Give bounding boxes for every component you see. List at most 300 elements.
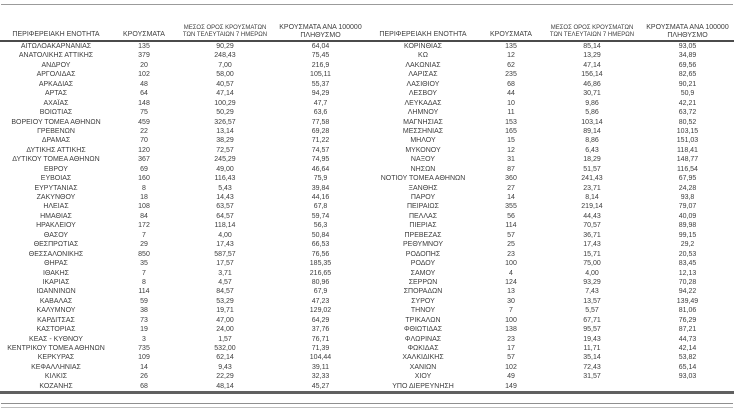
region-name: ΛΕΣΒΟΥ [408,90,438,98]
region-name: ΗΛΕΙΑΣ [43,203,69,211]
table-row [367,287,734,296]
cases-value: 64 [140,90,148,98]
region-name: ΚΑΡΔΙΤΣΑΣ [37,316,75,324]
table-row [0,70,367,79]
cases-value: 27 [507,184,515,192]
per-100k-value: 129,02 [309,307,332,315]
avg-7day-value: 11,71 [583,345,601,352]
region-name: ΜΥΚΟΝΟΥ [405,146,441,154]
table-row [367,127,734,136]
region-name: ΑΝΑΤΟΛΙΚΗΣ ΑΤΤΙΚΗΣ [18,52,94,60]
table-row [367,372,734,381]
region-name: ΤΗΝΟΥ [410,307,436,315]
avg-7day-value: 51,57 [583,165,601,173]
table-row [367,335,734,344]
cases-value: 70 [140,137,148,145]
avg-7day-value: 9,43 [218,363,232,371]
avg-7day-value: 23,71 [583,184,601,192]
per-100k-value: 37,76 [311,326,330,334]
cases-value: 149 [505,382,517,390]
cases-value: 102 [505,363,517,371]
avg-7day-value: 30,71 [583,90,601,98]
table-row [0,250,367,259]
per-100k-value: 75,45 [311,52,330,60]
column-header-region: ΠΕΡΙΦΕΡΕΙΑΚΗ ΕΝΟΤΗΤΑ [12,31,100,38]
column-header-7day-average-line2: ΤΩΝ ΤΕΛΕΥΤΑΙΩΝ 7 ΗΜΕΡΩΝ [549,32,635,38]
avg-7day-value: 6,43 [585,146,599,154]
table-row [0,363,367,372]
per-100k-value: 139,49 [676,297,699,305]
cases-value: 84 [140,212,148,220]
region-name: ΔΥΤΙΚΗΣ ΑΤΤΙΚΗΣ [26,146,86,154]
avg-7day-value: 70,57 [583,222,601,230]
cases-value: 19 [140,326,148,334]
avg-7day-value: 67,71 [583,316,601,324]
cases-value: 379 [138,52,150,60]
per-100k-value: 80,52 [678,118,697,126]
region-name: ΜΑΓΝΗΣΙΑΣ [403,118,443,126]
per-100k-value: 185,35 [309,260,332,268]
table-row [0,212,367,221]
avg-7day-value: 85,14 [583,43,601,50]
table-row [367,174,734,183]
region-name: ΒΟΙΩΤΙΑΣ [39,109,73,117]
cases-value: 355 [505,203,517,211]
region-name: ΝΟΤΙΟΥ ΤΟΜΕΑ ΑΘΗΝΩΝ [380,175,466,183]
per-100k-value: 151,03 [676,137,699,145]
region-name: ΚΕΡΚΥΡΑΣ [37,354,75,362]
cases-value: 7 [509,307,513,315]
region-name: ΛΑΣΙΘΙΟΥ [406,80,440,88]
avg-7day-value: 14,43 [216,194,234,201]
table-row [367,165,734,174]
right-table [367,5,734,394]
cases-value: 15 [507,137,515,145]
table-row [0,353,367,362]
avg-7day-value: 64,57 [216,212,234,220]
per-100k-value: 80,96 [311,278,330,286]
avg-7day-value: 38,29 [216,137,234,145]
cases-value: 135 [505,43,517,50]
per-100k-value: 216,65 [309,269,332,277]
cases-value: 8 [142,278,146,286]
region-name: ΘΑΣΟΥ [43,231,69,239]
cases-value: 23 [507,250,515,258]
avg-7day-value: 100,29 [214,99,236,107]
cases-value: 235 [505,71,517,79]
table-row [0,51,367,60]
cases-value: 7 [142,231,146,239]
region-name: ΑΡΤΑΣ [44,90,68,98]
cases-value: 109 [138,354,150,362]
avg-7day-value: 24,00 [216,326,234,334]
cases-value: 31 [507,156,515,164]
region-name: ΔΡΑΜΑΣ [41,137,71,145]
per-100k-value: 77,58 [311,118,330,126]
table-row [0,259,367,268]
table-row [367,184,734,193]
cases-value: 124 [505,278,517,286]
avg-7day-value: 48,14 [216,382,234,390]
region-name: ΘΕΣΣΑΛΟΝΙΚΗΣ [28,250,84,258]
cases-value: 38 [140,307,148,315]
avg-7day-value: 103,14 [581,118,603,126]
region-name: ΔΥΤΙΚΟΥ ΤΟΜΕΑ ΑΘΗΝΩΝ [12,156,100,164]
per-100k-value: 50,84 [311,231,330,239]
table-row [367,89,734,98]
region-name: ΠΕΛΛΑΣ [408,212,438,220]
cases-value: 3 [142,335,146,343]
per-100k-value: 74,57 [311,146,330,154]
column-header-7day-average-line1: ΜΕΣΟΣ ΟΡΟΣ ΚΡΟΥΣΜΑΤΩΝ [183,25,267,31]
avg-7day-value: 58,00 [216,71,234,79]
region-name: ΣΑΜΟΥ [410,269,436,277]
column-header-region: ΠΕΡΙΦΕΡΕΙΑΚΗ ΕΝΟΤΗΤΑ [379,31,467,38]
avg-7day-value: 18,29 [583,156,601,164]
table-row [367,382,734,391]
table-row [0,372,367,381]
table-row [367,259,734,268]
per-100k-value: 148,77 [676,156,699,164]
table-row [367,108,734,117]
cases-value: 850 [138,250,150,258]
table-row [367,269,734,278]
table-row [0,42,367,51]
table-row [0,155,367,164]
avg-7day-value: 35,14 [583,354,601,362]
table-row [0,344,367,353]
region-name: ΑΧΑΪΑΣ [43,99,69,107]
table-row [0,221,367,230]
table-row [367,278,734,287]
table-row [367,61,734,70]
table-row [367,155,734,164]
per-100k-value: 59,74 [311,212,330,220]
avg-7day-value: 72,43 [583,363,601,371]
cases-value: 172 [138,222,150,230]
region-name: ΡΟΔΟΠΗΣ [405,250,441,258]
region-name: ΣΕΡΡΩΝ [408,278,438,286]
region-name: ΠΙΕΡΙΑΣ [409,222,437,230]
region-name: ΘΗΡΑΣ [44,260,68,268]
table-row [367,221,734,230]
region-name: ΘΕΣΠΡΩΤΙΑΣ [33,241,79,249]
table-row [0,61,367,70]
region-name: ΚΑΣΤΟΡΙΑΣ [36,326,76,334]
cases-value: 135 [138,43,150,50]
cases-value: 69 [140,165,148,173]
avg-7day-value: 62,14 [216,354,234,362]
avg-7day-value: 241,43 [581,175,603,183]
per-100k-value: 93,8 [680,194,695,201]
per-100k-value: 39,11 [312,363,329,371]
table-row [0,316,367,325]
region-name: ΚΑΒΑΛΑΣ [39,297,73,305]
region-name: ΠΕΙΡΑΙΩΣ [407,203,439,211]
cases-value: 35 [140,260,148,268]
table-row [0,325,367,334]
region-name: ΠΡΕΒΕΖΑΣ [404,231,442,239]
column-header-per-100k-line1: ΚΡΟΥΣΜΑΤΑ ΑΝΑ 100000 [279,24,362,31]
region-name: ΑΙΤΩΛΟΑΚΑΡΝΑΝΙΑΣ [20,43,92,50]
region-name: ΓΡΕΒΕΝΩΝ [37,127,75,135]
cases-value: 4 [509,269,513,277]
table-row [367,240,734,249]
region-name: ΡΟΔΟΥ [410,260,436,268]
table-row [0,269,367,278]
cases-value: 22 [140,127,148,135]
region-name: ΑΡΓΟΛΙΔΑΣ [36,71,76,79]
per-100k-value: 75,9 [313,175,328,183]
avg-7day-value: 49,00 [216,165,234,173]
cases-value: 48 [140,80,148,88]
table-row [0,287,367,296]
table-row [367,118,734,127]
avg-7day-value: 40,57 [216,80,234,88]
per-100k-value: 66,53 [311,241,330,249]
per-100k-value: 74,95 [311,156,330,164]
cases-value: 165 [505,127,517,135]
avg-7day-value: 9,86 [585,99,599,107]
cases-value: 735 [138,345,150,352]
table-row [0,127,367,136]
avg-7day-value: 17,57 [216,260,234,268]
avg-7day-value: 116,43 [214,175,236,183]
per-100k-value: 76,71 [311,335,330,343]
cases-value: 7 [142,269,146,277]
table-row [367,363,734,372]
per-100k-value: 65,14 [678,363,697,371]
table-row [0,108,367,117]
table-row [367,146,734,155]
region-name: ΛΑΚΩΝΙΑΣ [405,61,441,69]
per-100k-value: 216,9 [311,61,330,69]
per-100k-value: 32,33 [311,373,330,381]
per-100k-value [641,382,734,391]
cases-value: 57 [507,354,515,362]
cases-value: 114 [505,222,517,230]
avg-7day-value: 50,29 [216,109,234,117]
per-100k-value: 63,6 [313,109,328,117]
table-row [0,184,367,193]
avg-7day-value: 8,14 [585,194,599,201]
per-100k-value: 76,29 [678,316,697,324]
region-name: ΚΟΡΙΝΘΙΑΣ [404,43,442,50]
per-100k-value: 42,21 [678,99,697,107]
cases-value: 73 [140,316,148,324]
avg-7day-value: 47,00 [216,316,234,324]
per-100k-value: 20,53 [678,250,697,258]
right-table-header [367,5,734,42]
avg-7day-value: 4,00 [218,231,232,239]
avg-7day-value [543,382,641,391]
cases-value: 75 [140,109,148,117]
per-100k-value: 81,06 [678,307,697,315]
avg-7day-value: 89,14 [583,127,601,135]
avg-7day-value: 53,29 [216,297,234,305]
per-100k-value: 90,21 [678,80,697,88]
per-100k-value: 47,23 [311,297,330,305]
region-name: ΣΠΟΡΑΔΩΝ [403,288,443,296]
table-row [367,70,734,79]
per-100k-value: 103,15 [676,127,699,135]
per-100k-value: 24,28 [678,184,697,192]
region-name: ΚΕΑΣ - ΚΥΘΝΟΥ [29,335,83,343]
table-row [0,118,367,127]
per-100k-value: 44,73 [678,335,697,343]
avg-7day-value: 19,71 [216,307,234,315]
avg-7day-value: 7,43 [585,288,599,296]
cases-value: 8 [142,184,146,192]
region-name: ΦΩΚΙΔΑΣ [407,345,439,352]
column-header-7day-average-line2: ΤΩΝ ΤΕΛΕΥΤΑΙΩΝ 7 ΗΜΕΡΩΝ [182,32,268,38]
column-header-per-100k [641,24,734,40]
column-header-per-100k-line2: ΠΛΗΘΥΣΜΟ [300,31,341,39]
table-row [367,136,734,145]
avg-7day-value: 13,29 [583,52,601,60]
region-name: ΜΗΛΟΥ [410,137,436,145]
cases-value: 56 [507,212,515,220]
region-name: ΗΡΑΚΛΕΙΟΥ [36,222,76,230]
cases-value: 160 [138,175,150,183]
per-100k-value: 64,04 [311,43,330,50]
per-100k-value: 50,9 [680,90,695,98]
table-row [367,344,734,353]
per-100k-value: 83,45 [678,260,697,268]
avg-7day-value: 4,57 [218,278,232,286]
cases-value: 10 [507,99,515,107]
table-row [367,250,734,259]
cases-value: 148 [138,99,150,107]
table-row [0,80,367,89]
avg-7day-value: 8,86 [585,137,599,145]
cases-value: 367 [138,156,150,164]
region-name: ΒΟΡΕΙΟΥ ΤΟΜΕΑ ΑΘΗΝΩΝ [11,118,101,126]
left-table-header [0,5,367,42]
table-row [0,99,367,108]
avg-7day-value: 75,00 [583,260,601,268]
per-100k-value: 67,8 [313,203,328,211]
per-100k-value: 34,89 [678,52,697,60]
table-row [367,297,734,306]
region-name: ΧΙΟΥ [414,373,432,381]
table-row [0,240,367,249]
per-100k-value: 42,14 [678,345,697,352]
cases-value: 26 [140,373,148,381]
cases-value: 14 [140,363,148,371]
per-100k-value: 64,29 [311,316,330,324]
avg-7day-value: 13,57 [583,297,601,305]
right-table-body [367,42,734,394]
per-100k-value: 67,9 [313,288,328,296]
cases-value: 102 [138,71,150,79]
table-row [367,212,734,221]
per-100k-value: 45,27 [311,382,330,390]
avg-7day-value: 219,14 [581,203,603,211]
avg-7day-value: 22,29 [216,373,234,381]
region-name: ΙΩΑΝΝΙΝΩΝ [36,288,76,296]
region-name: ΥΠΟ ΔΙΕΡΕΥΝΗΣΗ [392,382,454,390]
per-100k-value: 104,44 [309,354,332,362]
avg-7day-value: 13,14 [216,127,234,135]
left-table [0,5,367,394]
column-header-per-100k [274,24,367,40]
avg-7day-value: 19,43 [583,335,601,343]
per-100k-value: 53,82 [678,354,697,362]
avg-7day-value: 63,57 [216,203,234,211]
cases-value: 13 [507,288,515,296]
per-100k-value: 105,11 [310,71,331,79]
cases-value: 29 [140,241,148,249]
region-name: ΕΥΒΟΙΑΣ [40,175,72,183]
cases-value: 30 [507,297,515,305]
region-name: ΕΒΡΟΥ [44,165,68,173]
region-name: ΙΚΑΡΙΑΣ [42,278,70,286]
table-row [0,231,367,240]
avg-7day-value: 93,29 [583,278,601,286]
cases-value: 44 [507,90,515,98]
cases-value: 62 [507,61,515,69]
region-name: ΡΕΘΥΜΝΟΥ [402,241,443,249]
region-name: ΚΙΛΚΙΣ [44,373,68,381]
region-name: ΑΝΔΡΟΥ [41,61,71,69]
cases-value: 49 [507,373,515,381]
cases-value: 87 [507,165,515,173]
region-name: ΝΑΞΟΥ [410,156,436,164]
table-row [0,146,367,155]
table-row [0,89,367,98]
cases-value: 100 [505,260,517,268]
avg-7day-value: 36,71 [583,231,601,239]
region-name: ΙΘΑΚΗΣ [43,269,69,277]
table-row [367,80,734,89]
per-100k-value: 69,28 [311,127,330,135]
avg-7day-value: 3,71 [218,269,232,277]
avg-7day-value: 31,57 [583,373,601,381]
avg-7day-value: 72,57 [216,146,234,154]
cases-value: 14 [507,194,515,201]
table-row [0,174,367,183]
per-100k-value: 46,64 [311,165,330,173]
per-100k-value: 40,09 [678,212,697,220]
avg-7day-value: 7,00 [218,61,232,69]
cases-value: 18 [140,194,148,201]
table-row [367,193,734,202]
per-100k-value: 70,28 [678,278,697,286]
cases-value: 120 [138,146,150,154]
region-name: ΞΑΝΘΗΣ [408,184,438,192]
avg-7day-value: 90,29 [216,43,234,50]
avg-7day-value: 44,43 [583,212,601,220]
avg-7day-value: 5,43 [218,184,232,192]
cases-value: 138 [505,326,517,334]
table-row [0,335,367,344]
column-header-7day-average [543,25,641,40]
per-100k-value: 94,22 [678,288,697,296]
per-100k-value: 39,84 [311,184,330,192]
cases-value: 153 [505,118,517,126]
per-100k-value: 71,22 [311,137,330,145]
per-100k-value: 93,05 [678,43,697,50]
region-name: ΚΕΦΑΛΛΗΝΙΑΣ [31,363,81,371]
table-row [367,231,734,240]
column-header-7day-average [176,25,274,40]
column-header-cases: ΚΡΟΥΣΜΑΤΑ [123,31,165,38]
region-name: ΚΑΛΥΜΝΟΥ [36,307,76,315]
cases-value: 12 [507,146,515,154]
per-100k-value: 44,16 [311,194,330,201]
table-row [0,193,367,202]
